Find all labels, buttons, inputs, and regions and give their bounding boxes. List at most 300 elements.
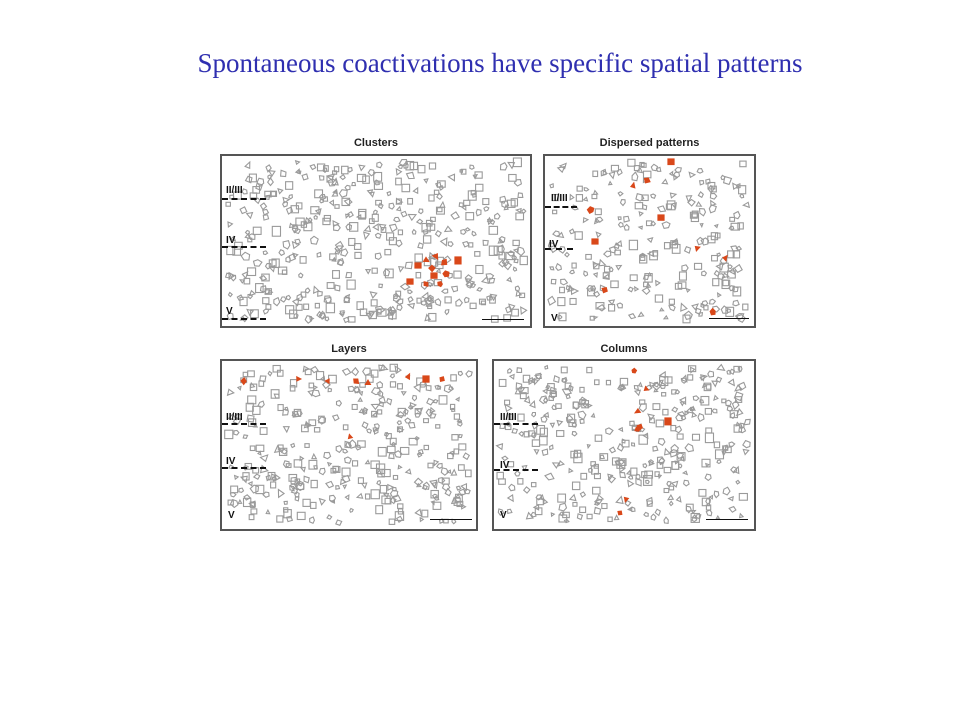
active-cell: [668, 159, 674, 165]
cell-outline: [706, 510, 712, 516]
cell-outline: [413, 188, 417, 193]
cell-outline: [261, 455, 268, 461]
cell-outline: [240, 207, 247, 214]
cell-outline: [576, 195, 582, 202]
active-cell: [354, 379, 359, 384]
cell-outline: [442, 289, 448, 293]
cell-outline: [525, 397, 530, 403]
active-cell: [602, 288, 608, 293]
panel-dispersed: [543, 154, 756, 328]
active-cell: [431, 273, 437, 279]
cell-outline: [355, 244, 361, 250]
cell-outline: [258, 401, 264, 407]
cell-outline: [660, 308, 664, 311]
cell-outline: [452, 286, 458, 292]
cell-outline: [310, 517, 315, 523]
cell-outline: [670, 172, 673, 176]
active-cell: [587, 207, 594, 214]
cell-outline: [464, 297, 469, 302]
cell-outline: [295, 492, 299, 497]
cell-outline: [550, 423, 554, 427]
active-cell: [423, 257, 429, 262]
cell-outline: [662, 393, 666, 396]
cell-outline: [627, 471, 631, 475]
active-cell: [632, 368, 637, 373]
cell-outline: [293, 253, 298, 257]
cell-outline: [353, 461, 358, 466]
cell-outline: [401, 211, 407, 216]
cell-outline: [499, 380, 506, 387]
cell-outline: [390, 382, 395, 387]
cell-outline: [345, 457, 352, 463]
cell-outline: [599, 260, 605, 266]
cell-outline: [309, 383, 314, 388]
cell-outline: [312, 454, 316, 459]
cell-outline: [700, 181, 704, 185]
cell-outline: [532, 440, 539, 447]
cell-outline: [436, 231, 442, 237]
cell-outline: [470, 165, 474, 169]
cell-outline: [671, 426, 676, 431]
cell-outline: [419, 450, 423, 455]
cell-outline: [417, 219, 423, 224]
cell-outline: [712, 256, 718, 261]
cell-outline: [699, 490, 706, 497]
cell-outline: [697, 169, 703, 174]
cell-outline: [587, 367, 592, 372]
cell-outline: [347, 280, 355, 289]
layer-boundary-2-3: [222, 198, 266, 200]
cell-outline: [343, 449, 348, 453]
cell-outline: [424, 236, 431, 243]
cell-outline: [408, 290, 412, 293]
cell-outline: [508, 251, 514, 256]
active-cell: [618, 511, 622, 515]
cell-outline: [415, 509, 421, 516]
cell-outline: [620, 378, 627, 385]
active-cell: [442, 259, 447, 265]
cell-outline: [510, 375, 514, 379]
cell-outline: [561, 279, 568, 285]
layer-boundary-4: [494, 469, 538, 471]
cell-outline: [412, 230, 416, 234]
cell-outline: [530, 401, 535, 407]
cell-outline: [740, 161, 746, 167]
cell-outline: [570, 270, 575, 274]
cell-outline: [451, 375, 457, 381]
panel-title-dispersed: Dispersed patterns: [599, 137, 700, 149]
cell-outline: [620, 472, 626, 477]
cell-outline: [249, 174, 256, 182]
cell-outline: [378, 448, 386, 457]
cell-outline: [619, 428, 623, 432]
cell-outline: [714, 396, 718, 401]
cell-outline: [518, 414, 524, 421]
cell-outline: [508, 369, 512, 373]
cell-outline: [572, 432, 577, 436]
cell-outline: [412, 396, 416, 401]
cell-outline: [328, 388, 331, 392]
cell-map: [222, 361, 476, 529]
cell-outline: [495, 213, 500, 219]
cell-outline: [609, 300, 614, 305]
cell-outline: [596, 232, 601, 237]
cell-outline: [258, 452, 261, 455]
cell-outline: [371, 300, 377, 306]
cell-outline: [303, 499, 310, 506]
cell-outline: [333, 271, 340, 279]
cell-outline: [358, 441, 366, 447]
cell-outline: [337, 401, 342, 407]
cell-outline: [228, 389, 234, 395]
cell-outline: [589, 468, 593, 472]
cell-outline: [696, 202, 701, 206]
cell-outline: [628, 287, 633, 292]
active-cell: [438, 281, 443, 286]
cell-outline: [737, 409, 743, 416]
cell-outline: [580, 492, 585, 497]
cell-outline: [398, 465, 401, 468]
cell-outline: [628, 480, 634, 486]
cell-outline: [695, 263, 702, 269]
cell-outline: [395, 366, 401, 373]
active-cell: [440, 377, 445, 382]
cell-outline: [302, 174, 308, 180]
cell-outline: [639, 404, 646, 412]
cell-outline: [294, 460, 302, 467]
cell-outline: [378, 410, 382, 414]
cell-outline: [557, 421, 562, 426]
cell-outline: [584, 188, 588, 191]
cell-outline: [508, 509, 512, 513]
cell-outline: [536, 495, 542, 500]
cell-outline: [629, 240, 637, 249]
cell-outline: [355, 252, 361, 258]
cell-outline: [518, 193, 523, 198]
cell-outline: [393, 476, 397, 480]
layer-label-5: V: [226, 306, 233, 317]
cell-outline: [595, 218, 600, 223]
cell-outline: [290, 224, 295, 228]
cell-outline: [284, 501, 287, 504]
cell-outline: [436, 182, 441, 187]
cell-outline: [665, 243, 670, 249]
cell-outline: [658, 206, 666, 212]
cell-outline: [534, 505, 539, 510]
cell-outline: [286, 182, 293, 190]
cell-outline: [489, 226, 497, 234]
cell-outline: [424, 179, 428, 183]
cell-outline: [371, 370, 378, 377]
cell-outline: [466, 371, 472, 377]
cell-outline: [662, 222, 670, 229]
cell-outline: [343, 425, 348, 430]
cell-outline: [293, 298, 299, 305]
cell-outline: [571, 288, 578, 295]
cell-outline: [324, 452, 331, 458]
cell-outline: [249, 482, 253, 486]
cell-outline: [558, 494, 566, 502]
cell-outline: [738, 366, 742, 371]
cell-outline: [458, 371, 462, 375]
cell-outline: [583, 218, 588, 223]
cell-outline: [558, 315, 562, 319]
cell-outline: [466, 213, 474, 220]
cell-outline: [335, 285, 340, 291]
cell-outline: [663, 409, 668, 415]
cell-outline: [681, 304, 687, 312]
cell-outline: [294, 314, 298, 318]
cell-outline: [594, 273, 598, 277]
cell-outline: [648, 238, 653, 242]
cell-outline: [350, 509, 353, 513]
cell-outline: [363, 368, 370, 375]
cell-outline: [320, 200, 324, 203]
cell-outline: [346, 214, 350, 217]
cell-outline: [476, 209, 481, 215]
cell-outline: [417, 298, 421, 303]
cell-outline: [693, 396, 699, 401]
cell-outline: [639, 312, 644, 316]
active-cell: [241, 378, 247, 385]
cell-outline: [558, 167, 565, 173]
cell-outline: [408, 297, 413, 302]
cell-outline: [408, 215, 416, 221]
cell-outline: [449, 387, 453, 391]
cell-outline: [248, 396, 256, 404]
cell-outline: [675, 426, 681, 433]
cell-outline: [541, 416, 547, 422]
cell-outline: [655, 509, 660, 515]
cell-outline: [346, 224, 352, 230]
cell-outline: [304, 304, 309, 309]
layer-label-5: V: [551, 313, 558, 324]
cell-outline: [336, 520, 342, 525]
cell-outline: [685, 247, 691, 253]
cell-outline: [532, 413, 536, 417]
cell-outline: [377, 481, 381, 485]
cell-outline: [593, 487, 600, 494]
slide-title: Spontaneous coactivations have specific spatial patterns: [197, 48, 803, 78]
cell-outline: [587, 445, 590, 448]
cell-outline: [730, 217, 735, 221]
cell-outline: [396, 240, 402, 246]
panel-columns: [492, 359, 756, 531]
layer-boundary-4: [222, 246, 266, 248]
cell-outline: [524, 487, 530, 493]
cell-outline: [311, 502, 316, 508]
cell-outline: [330, 200, 334, 205]
cell-outline: [618, 217, 621, 220]
cell-outline: [740, 514, 744, 518]
layer-label-5: V: [500, 510, 507, 521]
cell-outline: [718, 293, 721, 297]
cell-outline: [278, 405, 283, 411]
cell-outline: [254, 260, 262, 267]
cell-outline: [684, 480, 690, 486]
cell-outline: [243, 435, 247, 439]
cell-outline: [543, 389, 547, 393]
layer-label-4: IV: [226, 235, 236, 246]
cell-outline: [327, 515, 332, 519]
cell-outline: [279, 250, 284, 256]
cell-outline: [577, 514, 582, 520]
cell-outline: [670, 193, 676, 198]
cell-outline: [639, 226, 642, 229]
cell-outline: [540, 436, 548, 445]
active-cell: [658, 215, 664, 221]
cell-outline: [289, 195, 293, 199]
cell-outline: [664, 517, 668, 523]
cell-outline: [301, 467, 305, 471]
cell-outline: [656, 420, 664, 427]
cell-outline: [584, 197, 588, 201]
cell-outline: [507, 278, 511, 282]
cell-outline: [379, 284, 383, 288]
cell-outline: [238, 386, 241, 389]
cell-map: [545, 156, 754, 326]
cell-outline: [342, 166, 348, 174]
cell-outline: [558, 298, 565, 306]
cell-outline: [729, 497, 734, 501]
panel-title-layers: Layers: [331, 343, 367, 355]
active-cell: [635, 427, 641, 432]
cell-outline: [359, 209, 366, 218]
cell-outline: [501, 163, 508, 170]
cell-outline: [397, 421, 401, 425]
cell-outline: [348, 168, 352, 172]
cell-outline: [553, 210, 557, 214]
cell-outline: [250, 446, 255, 451]
layer-label-2-3: II/III: [500, 412, 517, 423]
cell-outline: [235, 476, 239, 480]
cell-outline: [739, 494, 747, 501]
cell-outline: [581, 473, 587, 479]
cell-outline: [281, 170, 286, 176]
cell-outline: [396, 169, 401, 175]
cell-outline: [682, 265, 688, 271]
active-cell: [695, 246, 700, 251]
cell-outline: [376, 233, 381, 238]
cell-outline: [497, 472, 503, 479]
cell-outline: [688, 375, 693, 380]
cell-outline: [246, 176, 253, 183]
cell-outline: [617, 303, 622, 308]
cell-outline: [374, 210, 378, 214]
cell-outline: [586, 255, 592, 260]
active-cell: [423, 376, 429, 383]
cell-outline: [387, 192, 391, 196]
cell-outline: [551, 513, 554, 516]
cell-outline: [669, 305, 675, 310]
cell-outline: [705, 409, 711, 415]
cell-outline: [710, 299, 716, 304]
cell-outline: [680, 272, 687, 280]
scale-bar: [482, 319, 524, 320]
cell-outline: [714, 491, 719, 497]
cell-outline: [500, 196, 506, 203]
cell-outline: [311, 236, 319, 244]
cell-outline: [226, 202, 230, 206]
cell-outline: [238, 500, 241, 503]
cell-outline: [689, 172, 695, 177]
cell-outline: [319, 468, 325, 474]
cell-outline: [557, 431, 564, 437]
cell-outline: [550, 267, 554, 270]
cell-outline: [705, 433, 713, 443]
cell-outline: [253, 227, 261, 234]
layer-boundary-2-3: [545, 206, 577, 208]
cell-outline: [697, 237, 703, 244]
layer-boundary-4: [545, 248, 573, 250]
cell-outline: [551, 279, 556, 284]
cell-outline: [698, 192, 703, 198]
cell-outline: [606, 428, 613, 435]
cell-outline: [248, 268, 256, 276]
cell-outline: [729, 507, 736, 513]
cell-outline: [643, 464, 647, 468]
cell-outline: [454, 414, 459, 419]
cell-outline: [228, 222, 232, 227]
cell-outline: [701, 397, 709, 406]
cell-outline: [445, 310, 449, 315]
cell-outline: [609, 182, 612, 185]
cell-outline: [566, 395, 570, 399]
cell-outline: [561, 367, 567, 373]
cell-outline: [317, 252, 321, 257]
cell-outline: [278, 189, 283, 194]
cell-outline: [343, 485, 346, 488]
cell-outline: [272, 226, 280, 236]
cell-outline: [608, 517, 612, 521]
cell-outline: [509, 484, 515, 490]
cell-outline: [293, 242, 300, 249]
cell-outline: [384, 269, 390, 276]
scale-bar: [430, 519, 472, 520]
cell-outline: [664, 489, 669, 493]
cell-outline: [672, 245, 680, 254]
cell-outline: [610, 447, 616, 453]
cell-outline: [244, 278, 250, 284]
cell-outline: [284, 427, 290, 432]
cell-outline: [668, 495, 673, 500]
cell-outline: [635, 203, 642, 209]
cell-outline: [319, 176, 323, 180]
cell-outline: [656, 281, 660, 286]
cell-outline: [723, 280, 729, 286]
cell-outline: [427, 224, 435, 230]
cell-outline: [422, 510, 428, 517]
cell-outline: [366, 270, 370, 274]
cell-outline: [553, 463, 559, 468]
cell-outline: [296, 161, 300, 164]
layer-label-5: V: [228, 510, 235, 521]
cell-outline: [545, 366, 548, 369]
cell-outline: [580, 507, 586, 513]
cell-outline: [504, 315, 511, 321]
cell-outline: [249, 515, 254, 520]
cell-outline: [617, 169, 622, 175]
cell-outline: [385, 250, 391, 255]
cell-outline: [373, 224, 378, 230]
cell-outline: [274, 298, 280, 306]
cell-outline: [263, 251, 267, 255]
cell-outline: [736, 480, 740, 484]
cell-outline: [346, 443, 351, 448]
cell-outline: [377, 382, 383, 388]
cell-outline: [314, 216, 317, 219]
cell-outline: [705, 474, 711, 480]
